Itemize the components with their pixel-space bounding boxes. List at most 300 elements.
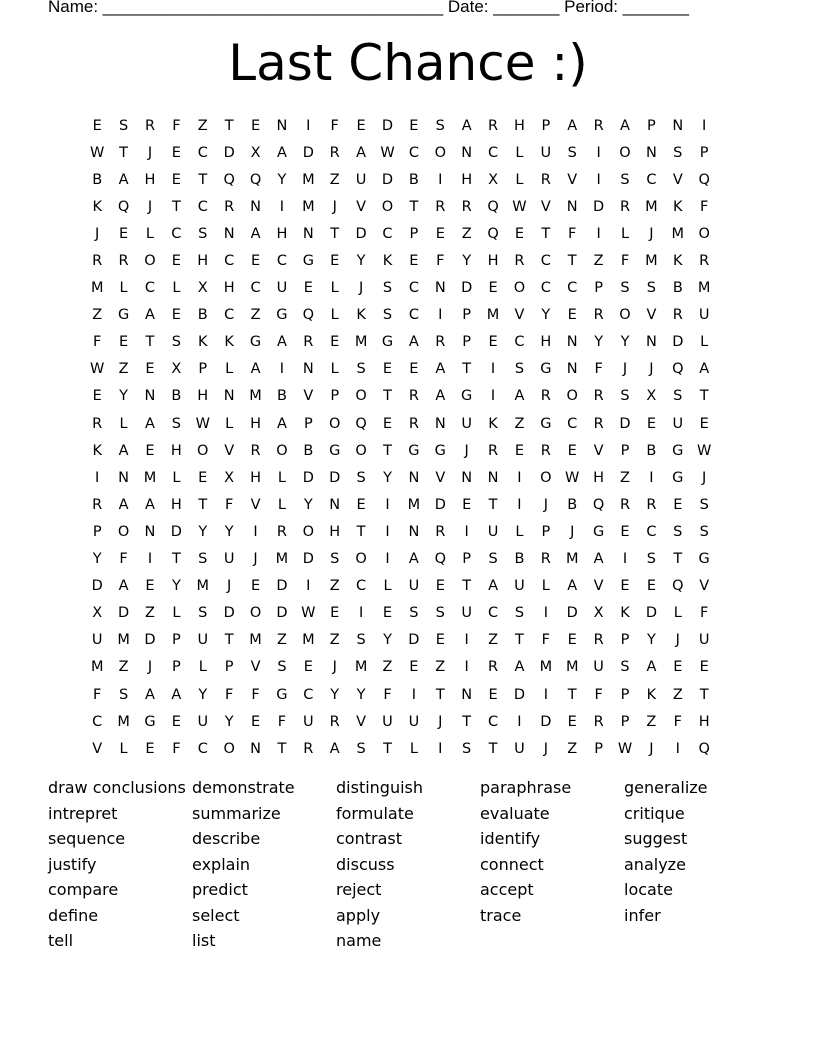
grid-letter: H xyxy=(487,253,499,270)
grid-letter: L xyxy=(277,496,286,513)
grid-letter: W xyxy=(380,144,395,161)
grid-letter: W xyxy=(512,198,527,215)
grid-letter: R xyxy=(593,117,604,134)
grid-letter: U xyxy=(91,632,103,649)
grid-letter: Z xyxy=(620,469,630,486)
grid-letter: Z xyxy=(118,659,129,676)
grid-letter: U xyxy=(514,740,525,757)
grid-letter: T xyxy=(224,632,234,649)
grid-letter: E xyxy=(92,388,102,405)
grid-letter: U xyxy=(197,632,209,649)
grid-letter: C xyxy=(540,253,551,270)
grid-letter: E xyxy=(646,415,656,432)
grid-letter: Y xyxy=(594,334,604,351)
grid-letter: A xyxy=(118,496,129,513)
grid-letter: E xyxy=(567,307,577,324)
grid-letter: S xyxy=(171,415,181,432)
grid-letter: T xyxy=(488,496,498,513)
grid-letter: K xyxy=(382,253,393,270)
grid-letter: J xyxy=(543,740,548,757)
grid-letter: G xyxy=(276,307,288,324)
grid-letter: T xyxy=(145,334,155,351)
word-bank-item: trace xyxy=(480,905,522,925)
grid-letter: M xyxy=(407,496,421,513)
grid-letter: S xyxy=(620,659,630,676)
grid-letter: S xyxy=(198,225,208,242)
word-bank-item: name xyxy=(336,931,382,950)
grid-letter: T xyxy=(488,740,498,757)
grid-letter: F xyxy=(541,632,550,649)
grid-letter: G xyxy=(408,442,420,459)
grid-letter: S xyxy=(356,740,366,757)
grid-letter: L xyxy=(145,225,155,242)
grid-letter: Y xyxy=(277,171,287,188)
grid-letter: I xyxy=(411,686,417,703)
grid-letter: D xyxy=(302,551,314,568)
grid-letter: Q xyxy=(487,225,499,242)
grid-letter: O xyxy=(249,605,262,622)
grid-letter: C xyxy=(303,686,314,703)
word-bank-item: compare xyxy=(48,880,119,899)
grid-letter: M xyxy=(645,253,658,270)
grid-letter: G xyxy=(672,469,684,486)
grid-letter: F xyxy=(172,740,181,757)
grid-letter: E xyxy=(145,740,155,757)
grid-letter: E xyxy=(409,253,419,270)
grid-letter: V xyxy=(699,578,710,595)
grid-letter: I xyxy=(253,523,258,540)
word-bank-item: distinguish xyxy=(336,778,424,797)
grid-letter: F xyxy=(330,117,339,134)
grid-letter: L xyxy=(172,469,181,486)
grid-letter: G xyxy=(461,388,473,405)
grid-letter: Z xyxy=(118,361,129,378)
grid-letter: Z xyxy=(329,578,340,595)
grid-letter: R xyxy=(92,253,103,270)
grid-letter: C xyxy=(250,280,261,297)
grid-letter: F xyxy=(594,361,603,378)
grid-letter: I xyxy=(702,117,707,134)
word-bank-item: explain xyxy=(192,854,251,874)
grid-letter: I xyxy=(438,307,443,324)
grid-letter: Q xyxy=(302,307,315,324)
grid-letter: A xyxy=(250,361,261,378)
grid-letter: M xyxy=(275,551,289,568)
word-bank-item: identify xyxy=(480,829,541,848)
grid-letter: J xyxy=(543,496,548,513)
grid-letter: P xyxy=(92,523,102,540)
grid-letter: T xyxy=(330,225,340,242)
word-bank-item xyxy=(480,931,624,957)
grid-letter: Q xyxy=(355,415,367,432)
grid-letter: R xyxy=(540,388,551,405)
grid-letter: P xyxy=(541,117,551,134)
grid-letter: R xyxy=(593,388,604,405)
word-bank-item: describe xyxy=(192,829,261,848)
grid-letter: U xyxy=(197,713,209,730)
grid-letter: N xyxy=(566,198,578,215)
grid-letter: B xyxy=(408,171,419,188)
grid-letter: E xyxy=(250,253,261,270)
grid-letter: O xyxy=(276,442,288,459)
grid-letter: E xyxy=(250,578,261,595)
grid-letter: T xyxy=(198,496,208,513)
grid-letter: P xyxy=(620,442,630,459)
grid-letter: T xyxy=(383,388,392,405)
grid-letter: G xyxy=(329,442,341,459)
grid-letter: D xyxy=(144,632,156,649)
grid-letter: P xyxy=(303,415,313,432)
grid-letter: R xyxy=(303,740,314,757)
grid-letter: S xyxy=(330,551,340,568)
grid-letter: E xyxy=(409,361,419,378)
grid-letter: Z xyxy=(646,713,657,730)
grid-letter: Z xyxy=(329,171,340,188)
grid-letter: D xyxy=(118,605,130,622)
grid-letter: I xyxy=(649,469,654,486)
grid-letter: Y xyxy=(646,632,656,649)
grid-letter: F xyxy=(594,686,603,703)
grid-letter: N xyxy=(434,415,446,432)
grid-letter: C xyxy=(487,713,499,730)
grid-letter: S xyxy=(673,388,683,405)
word-bank-item: discuss xyxy=(336,854,395,874)
grid-letter: E xyxy=(409,659,419,676)
grid-letter: R xyxy=(435,198,446,215)
grid-letter: S xyxy=(198,551,208,568)
grid-letter: T xyxy=(515,632,524,649)
grid-letter: R xyxy=(435,523,446,540)
grid-letter: I xyxy=(464,659,469,676)
grid-letter: C xyxy=(408,307,419,324)
grid-letter: N xyxy=(223,225,235,242)
grid-letter: E xyxy=(171,171,181,188)
grid-letter: Z xyxy=(514,415,525,432)
grid-letter: T xyxy=(383,442,392,459)
grid-letter: L xyxy=(119,280,128,297)
grid-letter: X xyxy=(171,361,182,378)
grid-letter: D xyxy=(329,469,341,486)
grid-letter: M xyxy=(697,280,711,297)
grid-letter: V xyxy=(514,307,525,324)
grid-letter: G xyxy=(144,713,156,730)
grid-letter: O xyxy=(144,253,156,270)
grid-letter: C xyxy=(408,144,419,161)
grid-letter: E xyxy=(303,659,313,676)
grid-letter: R xyxy=(92,496,103,513)
grid-letter: F xyxy=(436,253,445,270)
grid-letter: Q xyxy=(672,361,684,378)
grid-letter: R xyxy=(461,198,472,215)
grid-letter: L xyxy=(277,469,286,486)
grid-letter: J xyxy=(358,280,364,297)
grid-letter: R xyxy=(619,496,631,513)
grid-letter: T xyxy=(356,523,366,540)
word-bank-item: intrepret xyxy=(48,803,118,823)
grid-letter: A xyxy=(276,415,287,432)
grid-letter: C xyxy=(144,280,156,297)
grid-letter: U xyxy=(408,578,420,595)
grid-letter: N xyxy=(250,198,261,215)
grid-letter: E xyxy=(646,578,656,595)
grid-letter: D xyxy=(593,198,605,215)
grid-letter: M xyxy=(565,551,579,568)
grid-letter: A xyxy=(329,740,340,757)
grid-letter: M xyxy=(539,659,553,676)
grid-letter: P xyxy=(620,713,630,730)
grid-letter: E xyxy=(198,469,208,486)
grid-letter: W xyxy=(565,469,580,486)
grid-letter: N xyxy=(408,523,420,540)
grid-letter: X xyxy=(250,144,261,161)
grid-letter: R xyxy=(144,117,156,134)
grid-letter: N xyxy=(461,469,473,486)
grid-letter: C xyxy=(197,144,208,161)
grid-letter: O xyxy=(434,144,446,161)
grid-letter: D xyxy=(381,171,394,188)
grid-letter: R xyxy=(329,713,340,730)
grid-letter: F xyxy=(700,605,709,622)
word-bank-item: summarize xyxy=(192,803,281,823)
grid-letter: C xyxy=(487,605,499,622)
grid-letter: L xyxy=(225,415,234,432)
grid-letter: T xyxy=(435,686,445,703)
grid-letter: W xyxy=(617,740,633,757)
grid-letter: L xyxy=(330,280,339,297)
grid-letter: D xyxy=(672,334,684,351)
grid-letter: J xyxy=(253,551,258,568)
grid-letter: N xyxy=(144,388,156,405)
grid-letter: D xyxy=(302,144,314,161)
grid-letter: E xyxy=(488,334,498,351)
word-bank-item: tell xyxy=(48,931,74,950)
grid-letter: L xyxy=(383,578,392,595)
grid-letter: L xyxy=(198,659,207,676)
grid-letter: G xyxy=(540,361,552,378)
grid-letter: N xyxy=(329,496,341,513)
grid-letter: N xyxy=(434,280,446,297)
grid-letter: G xyxy=(434,442,446,459)
word-bank-item xyxy=(624,931,768,957)
grid-letter: L xyxy=(119,415,128,432)
grid-letter: G xyxy=(672,442,684,459)
grid-letter: X xyxy=(224,469,235,486)
grid-letter: R xyxy=(329,144,340,161)
grid-letter: S xyxy=(435,605,445,622)
grid-letter: H xyxy=(461,171,473,188)
grid-letter: P xyxy=(330,388,340,405)
grid-letter: F xyxy=(93,334,102,351)
grid-letter: K xyxy=(673,198,683,215)
grid-letter: Z xyxy=(461,225,472,242)
grid-letter: L xyxy=(172,605,181,622)
grid-letter: T xyxy=(462,713,472,730)
grid-letter: Y xyxy=(224,523,234,540)
grid-letter: A xyxy=(514,659,525,676)
grid-letter: A xyxy=(145,307,155,324)
grid-letter: S xyxy=(673,523,683,540)
grid-letter: C xyxy=(487,144,499,161)
grid-letter: Z xyxy=(672,686,683,703)
grid-letter: E xyxy=(145,361,155,378)
grid-letter: E xyxy=(435,632,445,649)
grid-letter: A xyxy=(514,388,525,405)
grid-letter: I xyxy=(517,713,522,730)
grid-letter: T xyxy=(224,117,234,134)
grid-letter: L xyxy=(515,523,524,540)
grid-letter: I xyxy=(147,551,153,568)
grid-letter: E xyxy=(567,442,577,459)
grid-letter: Z xyxy=(593,253,604,270)
grid-letter: I xyxy=(596,144,601,161)
grid-letter: M xyxy=(143,469,157,486)
grid-letter: R xyxy=(118,253,129,270)
grid-letter: T xyxy=(699,388,709,405)
grid-letter: I xyxy=(490,388,496,405)
grid-letter: D xyxy=(513,686,526,703)
grid-letter: L xyxy=(673,605,682,622)
grid-letter: Y xyxy=(92,551,102,568)
grid-letter: U xyxy=(698,632,710,649)
grid-letter: S xyxy=(118,686,129,703)
grid-letter: E xyxy=(171,713,181,730)
grid-letter: P xyxy=(409,225,419,242)
grid-letter: P xyxy=(699,144,709,161)
grid-letter: P xyxy=(647,117,656,134)
grid-letter: U xyxy=(487,523,499,540)
grid-letter: M xyxy=(645,198,658,215)
grid-letter: N xyxy=(302,225,314,242)
grid-letter: I xyxy=(464,523,469,540)
grid-letter: E xyxy=(171,253,181,270)
grid-letter: P xyxy=(462,551,472,568)
grid-letter: O xyxy=(619,307,631,324)
grid-letter: V xyxy=(593,578,604,595)
grid-letter: H xyxy=(276,225,288,242)
grid-letter: V xyxy=(672,171,683,188)
grid-letter: Q xyxy=(223,171,235,188)
grid-letter: A xyxy=(620,117,630,134)
grid-letter: I xyxy=(517,496,522,513)
word-bank-item: justify xyxy=(48,854,97,874)
grid-letter: R xyxy=(488,442,499,459)
grid-letter: E xyxy=(171,307,181,324)
grid-letter: A xyxy=(488,578,499,595)
grid-letter: E xyxy=(303,280,313,297)
grid-letter: U xyxy=(223,551,235,568)
grid-letter: R xyxy=(699,253,710,270)
grid-letter: O xyxy=(223,740,235,757)
grid-letter: G xyxy=(302,253,314,270)
grid-letter: N xyxy=(408,469,420,486)
grid-letter: E xyxy=(356,117,366,134)
grid-letter: S xyxy=(171,334,181,351)
grid-letter: J xyxy=(702,469,707,486)
grid-letter: P xyxy=(462,334,472,351)
grid-letter: E xyxy=(435,578,445,595)
grid-letter: M xyxy=(117,713,130,730)
grid-letter: V xyxy=(540,198,551,215)
grid-letter: A xyxy=(145,496,155,513)
grid-letter: E xyxy=(382,415,393,432)
grid-letter: U xyxy=(408,713,420,730)
grid-letter: J xyxy=(649,225,654,242)
grid-letter: U xyxy=(276,280,288,297)
grid-letter: V xyxy=(303,388,314,405)
grid-letter: P xyxy=(198,361,208,378)
grid-letter: L xyxy=(172,280,181,297)
grid-letter: N xyxy=(144,523,156,540)
grid-letter: H xyxy=(144,171,156,188)
grid-letter: K xyxy=(356,307,366,324)
grid-letter: U xyxy=(382,713,393,730)
grid-letter: D xyxy=(619,415,631,432)
grid-letter: B xyxy=(672,280,683,297)
grid-letter: Z xyxy=(276,632,287,649)
grid-letter: A xyxy=(118,578,129,595)
grid-letter: M xyxy=(90,659,104,676)
grid-letter: C xyxy=(646,523,657,540)
grid-letter: X xyxy=(197,280,208,297)
grid-letter: S xyxy=(646,280,656,297)
grid-letter: S xyxy=(435,117,445,134)
grid-letter: R xyxy=(224,198,235,215)
grid-letter: J xyxy=(438,713,443,730)
grid-letter: W xyxy=(195,415,210,432)
grid-letter: T xyxy=(409,198,419,215)
grid-letter: I xyxy=(385,551,390,568)
grid-letter: D xyxy=(91,578,103,595)
grid-letter: R xyxy=(593,415,604,432)
grid-letter: U xyxy=(355,171,367,188)
grid-letter: Y xyxy=(620,334,630,351)
grid-letter: K xyxy=(620,605,630,622)
grid-letter: L xyxy=(409,740,418,757)
grid-letter: D xyxy=(566,605,578,622)
word-bank-item: contrast xyxy=(336,829,402,848)
grid-letter: R xyxy=(435,334,446,351)
grid-letter: C xyxy=(646,171,657,188)
grid-letter: H xyxy=(250,415,261,432)
grid-letter: B xyxy=(567,496,578,513)
grid-letter: G xyxy=(540,415,552,432)
grid-letter: E xyxy=(382,605,393,622)
grid-letter: J xyxy=(95,225,100,242)
grid-letter: D xyxy=(223,144,235,161)
grid-letter: J xyxy=(675,632,680,649)
grid-letter: Z xyxy=(329,632,340,649)
grid-letter: Q xyxy=(698,740,710,757)
grid-letter: E xyxy=(673,496,683,513)
grid-letter: E xyxy=(145,578,155,595)
grid-letter: K xyxy=(92,442,102,459)
grid-letter: Q xyxy=(117,198,130,215)
grid-letter: N xyxy=(566,361,578,378)
word-search-grid xyxy=(84,112,717,762)
grid-letter: S xyxy=(620,388,630,405)
grid-letter: R xyxy=(408,415,419,432)
grid-letter: O xyxy=(197,442,209,459)
grid-letter: U xyxy=(514,578,525,595)
grid-letter: F xyxy=(277,713,287,730)
grid-letter: P xyxy=(541,523,551,540)
grid-letter: I xyxy=(306,578,311,595)
grid-letter: I xyxy=(279,198,285,215)
grid-letter: K xyxy=(224,334,234,351)
word-bank-item: select xyxy=(192,905,240,925)
grid-letter: E xyxy=(673,659,683,676)
grid-letter: A xyxy=(118,442,129,459)
